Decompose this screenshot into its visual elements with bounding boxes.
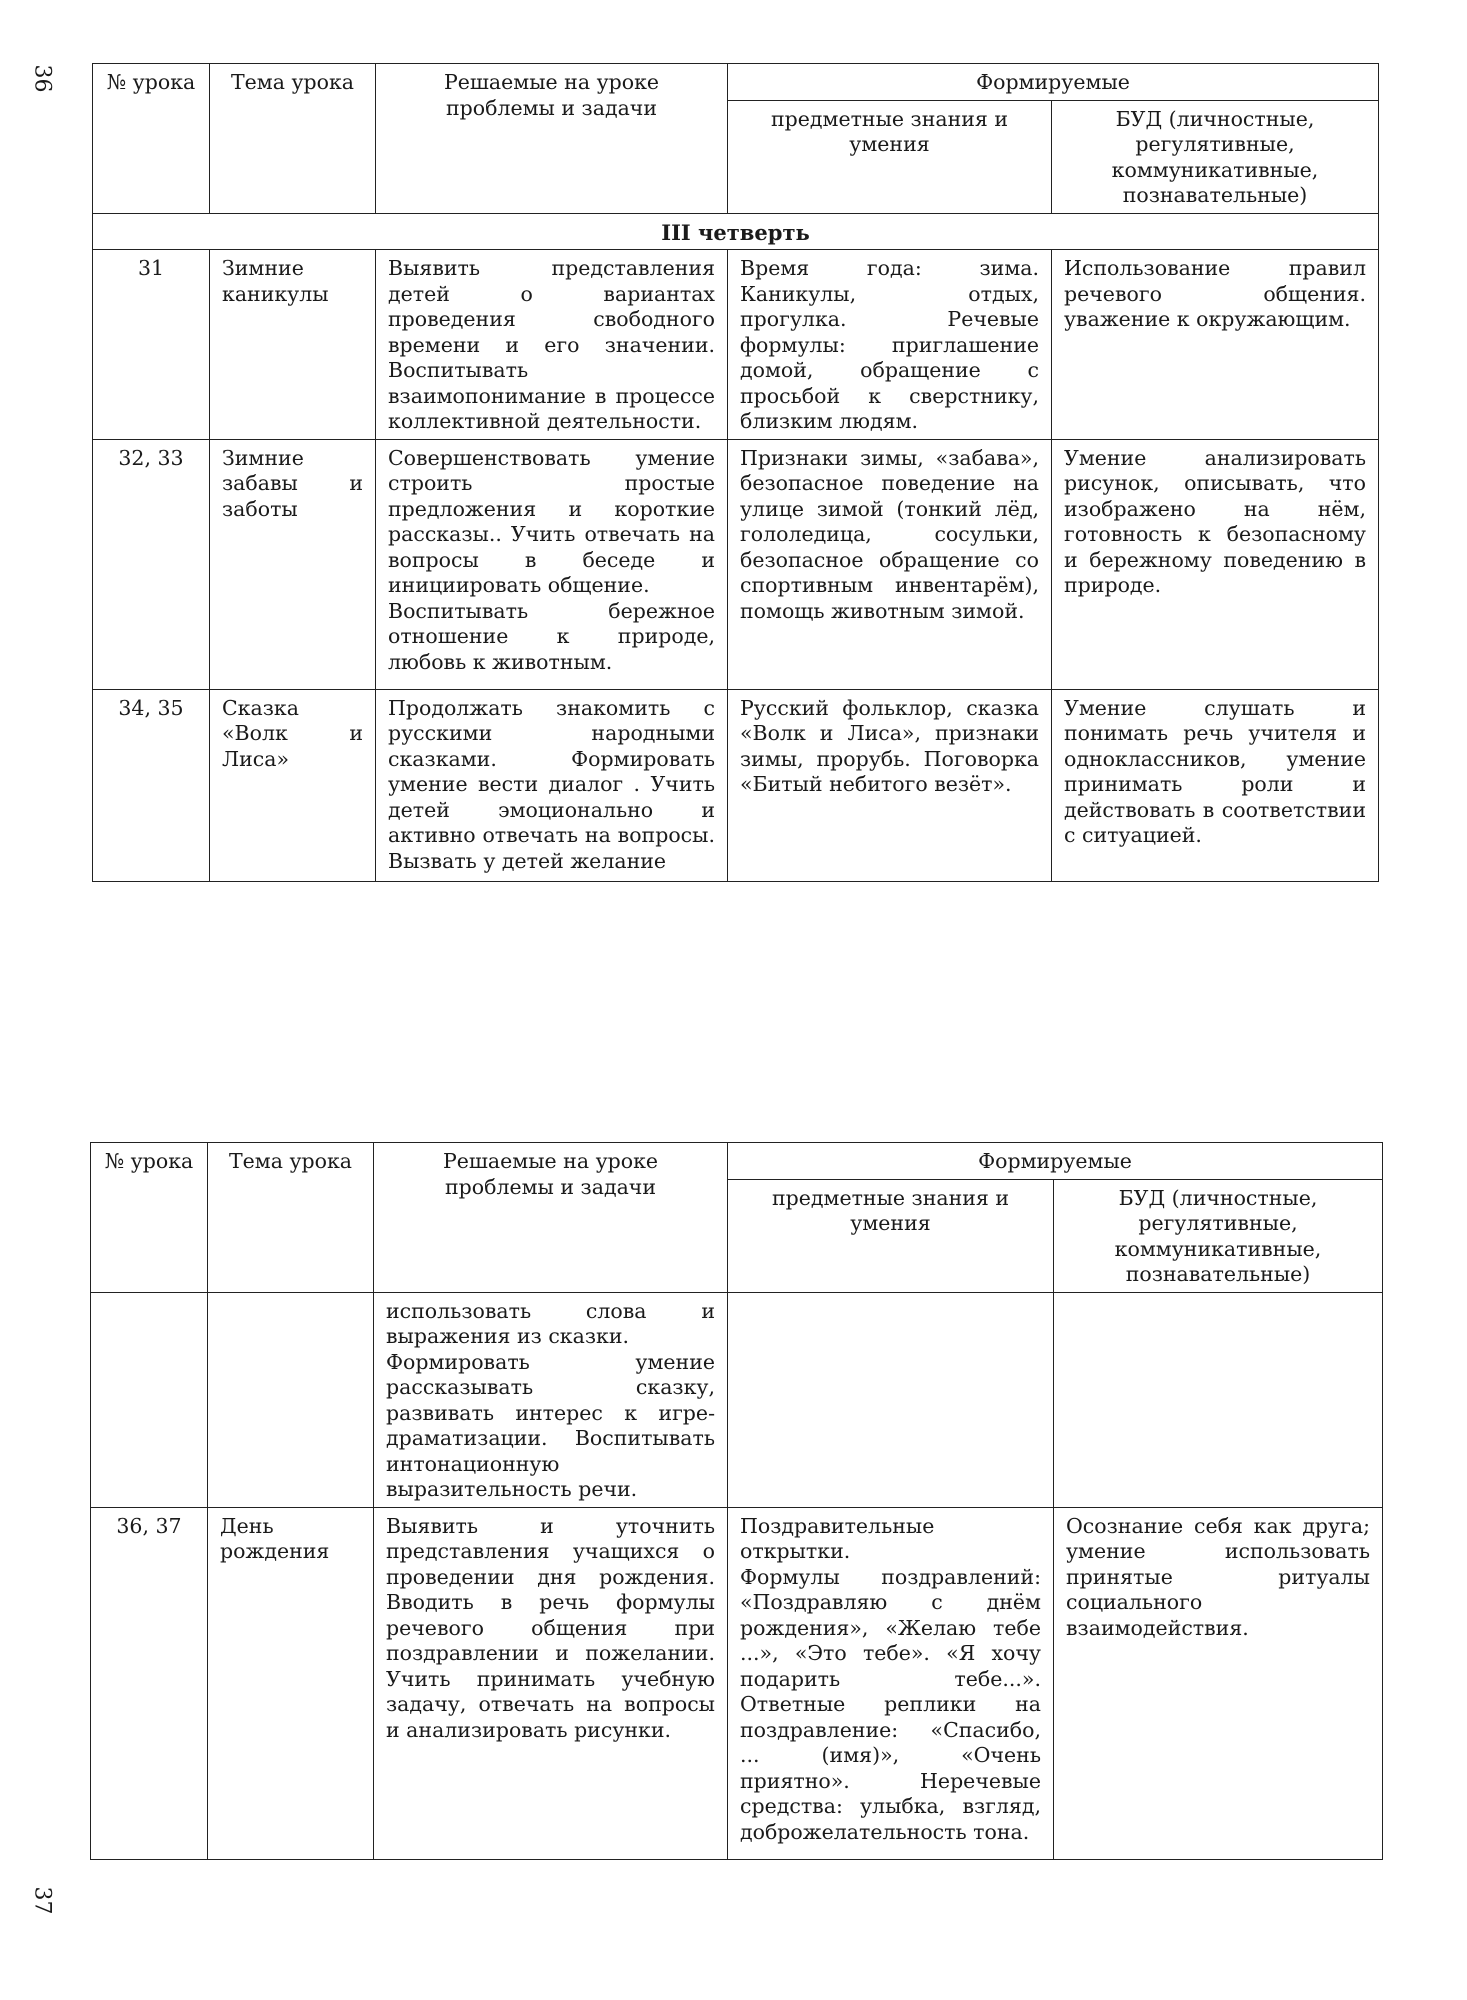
lesson-topic: Сказка «Волк и Лиса» [210, 689, 376, 881]
header-formed: Формируемые [728, 1143, 1383, 1180]
lesson-bud: Умение анализировать рисунок, описывать, что изображено на нём, готовность к безопасному и бережному поведению в природе. [1052, 439, 1379, 689]
header-num: № урока [91, 1143, 208, 1293]
lesson-tasks [376, 439, 728, 689]
lesson-number: 36, 37 [91, 1507, 208, 1859]
lesson-plan-table-1 [92, 63, 1379, 882]
lesson-topic [208, 1292, 374, 1507]
page-number-top: 36 [29, 64, 55, 93]
table-row [91, 1292, 1383, 1507]
quarter-heading: III четверть [93, 213, 1379, 250]
header-tasks: Решаемые на уроке проблемы и задачи [374, 1143, 728, 1293]
table-row [91, 1507, 1383, 1859]
lesson-number: 34, 35 [93, 689, 210, 881]
lesson-tasks: Продолжать знакомить с русскими народными сказками. Формировать умение вести диалог . Учить детей эмоционально и активно отвечать на вопросы. Вызвать у детей желание [376, 689, 728, 881]
header-subject: предметные знания и умения [728, 1179, 1054, 1292]
lesson-subject-part-1: Поздравительные открытки. [740, 1513, 935, 1563]
table-row [93, 689, 1379, 881]
lesson-subject: Русский фольклор, сказка «Волк и Лиса», признаки зимы, прорубь. Поговорка «Битый небитого везёт». [728, 689, 1052, 881]
table-row [93, 439, 1379, 689]
lesson-tasks: Выявить представления детей о вариантах проведения свободного времени и его значении. Воспитывать взаимопонимание в процессе коллективной деятельности. [376, 250, 728, 440]
lesson-bud: Осознание себя как друга; умение использовать принятые ритуалы социального взаимодействия. [1054, 1507, 1383, 1859]
lesson-tasks [374, 1292, 728, 1507]
page-number-bottom: 37 [29, 1886, 55, 1915]
lesson-tasks-part-1: использовать слова и выражения из сказки. [386, 1298, 715, 1348]
lesson-bud: Использование правил речевого общения. уважение к окружающим. [1052, 250, 1379, 440]
lesson-tasks-part-2: Воспитывать бережное отношение к природе, любовь к животным. [388, 598, 715, 674]
lesson-topic: День рождения [208, 1507, 374, 1859]
header-num: № урока [93, 64, 210, 214]
lesson-subject [728, 1292, 1054, 1507]
lesson-topic: Зимние забавы и заботы [210, 439, 376, 689]
lesson-bud [1054, 1292, 1383, 1507]
lesson-tasks: Выявить и уточнить представления учащихся о проведении дня рождения. Вводить в речь формулы речевого общения при поздравлении и пожелании. Учить принимать учебную задачу, отвечать на вопросы и анализировать рисунки. [374, 1507, 728, 1859]
lesson-subject-part-2: Формулы поздравлений: «Поздравляю с днём рождения», «Желаю тебе ...», «Это тебе». «Я хочу подарить тебе...». Ответные реплики на поздравление: «Спасибо, ... (имя)», «Очень приятно». Неречевые средства: улыбка, взгляд, доброжелательность тона. [740, 1564, 1041, 1844]
lesson-subject: Время года: зима. Каникулы, отдых, прогулка. Речевые формулы: приглашение домой, обращение с просьбой к сверстнику, близким людям. [728, 250, 1052, 440]
lesson-number: 32, 33 [93, 439, 210, 689]
lesson-tasks-part-2: Формировать умение рассказывать сказку, развивать интерес к игре-драматизации. Воспитывать интонационную выразительность речи. [386, 1349, 715, 1501]
header-topic: Тема урока [210, 64, 376, 214]
lesson-number: 31 [93, 250, 210, 440]
header-tasks: Решаемые на уроке проблемы и задачи [376, 64, 728, 214]
header-subject: предметные знания и умения [728, 100, 1052, 213]
lesson-number [91, 1292, 208, 1507]
lesson-tasks-part-1: Совершенствовать умение строить простые предложения и короткие рассказы.. Учить отвечать на вопросы в беседе и инициировать общение. [388, 445, 715, 597]
header-bud: БУД (личностные, регулятивные, коммуникативные, познавательные) [1054, 1179, 1383, 1292]
lesson-subject [728, 1507, 1054, 1859]
lesson-plan-table-2 [90, 1142, 1383, 1860]
header-formed: Формируемые [728, 64, 1379, 101]
lesson-topic: Зимние каникулы [210, 250, 376, 440]
header-bud: БУД (личностные, регулятивные, коммуникативные, познавательные) [1052, 100, 1379, 213]
header-topic: Тема урока [208, 1143, 374, 1293]
table-row [93, 250, 1379, 440]
lesson-bud: Умение слушать и понимать речь учителя и одноклассников, умение принимать роли и действовать в соответствии с ситуацией. [1052, 689, 1379, 881]
lesson-subject: Признаки зимы, «забава», безопасное поведение на улице зимой (тонкий лёд, гололедица, сосульки, безопасное обращение со спортивным инвентарём), помощь животным зимой. [728, 439, 1052, 689]
